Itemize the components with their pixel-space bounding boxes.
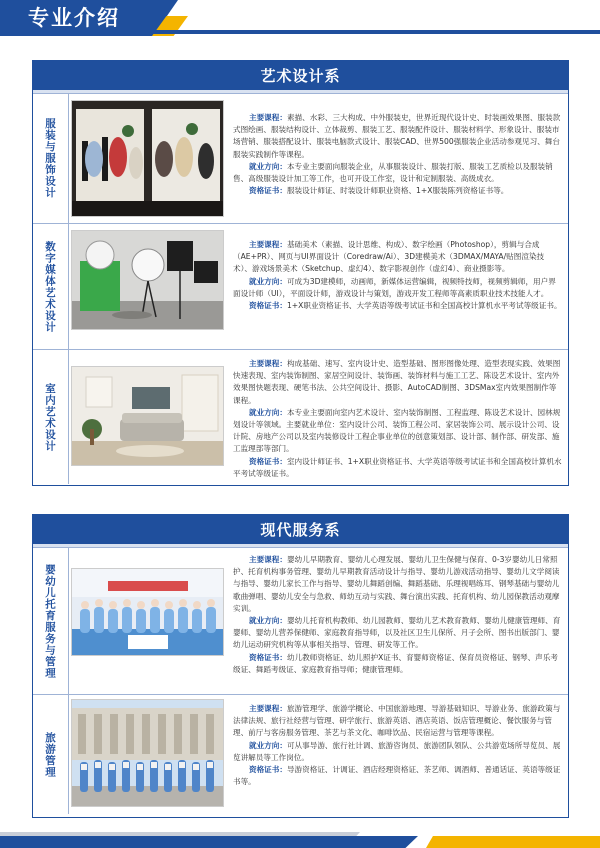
tourism-students-photo <box>71 699 224 807</box>
footer-yellow-stripe <box>426 836 600 848</box>
header-banner <box>0 0 600 36</box>
photo-studio-photo <box>71 230 224 330</box>
major-row <box>33 93 568 223</box>
major-row <box>33 349 568 484</box>
major-row <box>33 694 568 814</box>
major-row <box>33 547 568 694</box>
major-description: 主要课程：旅游管理学、旅游学概论、中国旅游地理、导游基础知识、导游业务、旅游政策与法律法规、旅行社经营与管理、研学旅行、旅游英语、酒店英语、饭店管理概论、餐饮服务与管理、前厅与客房服务管理、茶艺与茶文化、咖啡饮品、民宿运营与管理等课程。 就业方向：可从事导游、旅行社计调、旅游咨询员、旅游团队领队、公共游览场所导览员、展览讲解员等工作岗位。 资格证书：导游资格证、计调证、酒店经理资格证、茶艺师、调酒师、普通话证、英语等级证书等。 <box>233 704 561 787</box>
living-room-photo <box>71 366 224 466</box>
department-art-design <box>32 60 569 486</box>
childcare-group-photo <box>71 568 224 656</box>
major-label: 室内艺术设计 <box>33 350 69 484</box>
page-title: 专业介绍 <box>28 6 120 30</box>
major-description: 主要课程：素描、水彩、三大构成、中外服装史，世界近现代设计史、时装画效果图、服装款式图绘画、服装结构设计、立体裁剪、服装工艺、服装配件设计、服装材料学、形象设计、服装市场营销、服装搭配设计、服装电脑款式设计、服装CAD、世界500强服装企业活动参观见习、舞台服装实践制作等课程。 就业方向：本专业主要面向服装企业，从事服装设计、服装打版、服装工艺质检以及服装销售、高级服装设计加工等工作，也可开设工作室，设计和定制服装、高级成衣。 资格证书：服装设计师证、时装设计师职业资格、1+X服装陈列资格证书等。 <box>233 113 561 196</box>
major-label: 旅游管理 <box>33 695 69 814</box>
major-description: 主要课程：构成基础、速写、室内设计史、造型基础、图形图像处理、造型表现实践、效果图快速表现、室内装饰制图、家居空间设计、装饰画、装饰材料与施工工艺、陈设艺术设计、室内外效果图快题表现、硬笔书法、公共空间设计、摄影、AutoCAD制图、3DSMax室内效果图制作等课程。 就业方向：本专业主要面向室内艺术设计、室内装饰制图、工程监理、陈设艺术设计、园林规划设计等领域。主要就业单位：室内设计公司、装饰工程公司、家居装饰公司、展示设计公司、设计院、房地产公司以及室内装修设计工程企事业单位的创意策划部、设计部、制作部、研发部、施工监理部等部门。 资格证书：室内设计师证书、1+X职业资格证书、大学英语等级考试证书和全国高校计算机水平考试等级证书。 <box>233 359 562 478</box>
major-row <box>33 223 568 349</box>
footer-decoration <box>0 830 600 848</box>
major-label: 婴幼儿托育服务与管理 <box>33 548 69 694</box>
major-description: 主要课程：婴幼儿早期教育、婴幼儿心理发展、婴幼儿卫生保健与保育、0-3岁婴幼儿日常照护、托育机构事务管理、婴幼儿早期教育活动设计与指导、婴幼儿游戏活动指导、婴幼儿文学阅读与指导、婴幼儿家长工作与指导、婴幼儿舞蹈创编、舞蹈基础、乐理视唱练耳、钢琴基础与婴幼儿歌曲弹唱、婴幼儿安全与急救、师幼互动与实践、舞台演出实践、托育机构、幼儿园保教活动观摩实训。 就业方向：婴幼儿托育机构教师、幼儿园教师、婴幼儿艺术教育教师、婴幼儿健康管理师、育婴师、婴幼儿营养保健师、家庭教育指导师，以及社区卫生儿保所、月子会所、图书出版部门、婴幼儿运动研究机构等从事相关指导、管理、研发等工作。 资格证书：幼儿教师资格证、幼儿照护X证书、育婴师资格证、保育员资格证、钢琴、声乐考级证、舞蹈考级证、家庭教育指导师；健康管理师。 <box>233 555 561 674</box>
fashion-showroom-photo <box>71 100 224 217</box>
major-description: 主要课程：基础美术（素描、设计思维、构成）、数字绘画（Photoshop），剪辑与合成（AE+PR）、网页与UI界面设计（Coredraw/Ai）、3D建模美术（3DMAX/MAYA/贴图渲染技术）、游戏场景美术（Sketchup、虚幻4）、数字影视创作（虚幻4）、商业摄影等。 就业方向：可成为3D建模师，动画师，新媒体运营编辑，视频特技师，视频剪辑师，用户界面设计师（UI），平面设计师，游戏设计与策划，游戏开发工程师等高素质职业技术技能人才。 资格证书：1+X职业资格证书、大学英语等级考试证书和全国高校计算机水平考试等级证书。 <box>233 240 562 311</box>
footer-blue-stripe <box>0 836 418 848</box>
department-modern-service <box>32 514 569 818</box>
department-title: 艺术设计系 <box>33 61 568 93</box>
department-title: 现代服务系 <box>33 515 568 547</box>
major-label: 数字媒体艺术设计 <box>33 224 69 349</box>
major-label: 服装与服饰设计 <box>33 94 69 223</box>
